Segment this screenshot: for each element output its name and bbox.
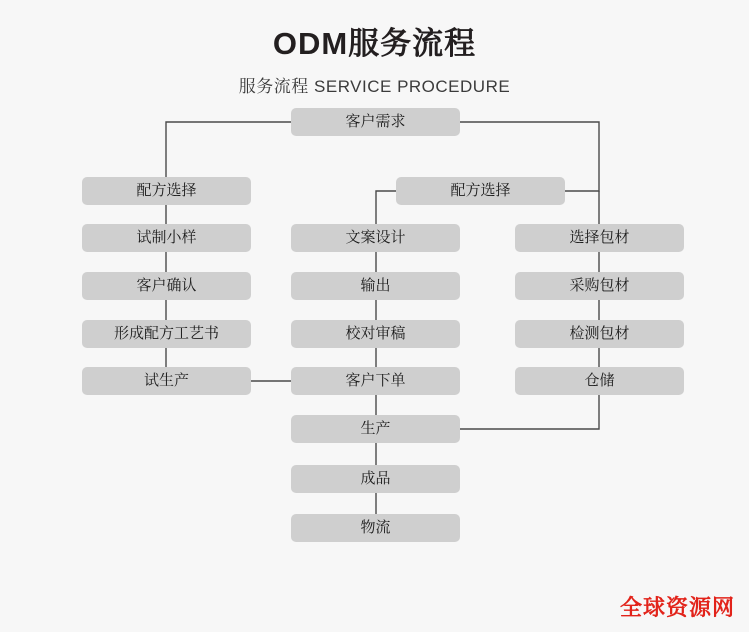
node-label: 仓储: [584, 371, 615, 389]
node-r2[interactable]: [515, 272, 684, 300]
node-label: 配方选择: [450, 181, 511, 199]
node-label: 输出: [360, 276, 391, 294]
node-c1[interactable]: [291, 224, 460, 252]
node-l2[interactable]: [82, 224, 251, 252]
node-c6[interactable]: [291, 465, 460, 493]
node-label: 检测包材: [569, 324, 630, 342]
node-label: 采购包材: [569, 276, 630, 294]
node-start[interactable]: [291, 108, 460, 136]
node-c3[interactable]: [291, 320, 460, 348]
watermark: 全球资源网: [619, 595, 735, 620]
node-l4[interactable]: [82, 320, 251, 348]
node-r1[interactable]: [515, 224, 684, 252]
node-label: 选择包材: [569, 228, 630, 246]
node-label: 形成配方工艺书: [113, 324, 219, 342]
node-l1[interactable]: [82, 177, 251, 205]
node-r4[interactable]: [515, 367, 684, 395]
node-l3[interactable]: [82, 272, 251, 300]
node-c2[interactable]: [291, 272, 460, 300]
node-label: 成品: [360, 469, 391, 487]
node-label: 校对审稿: [345, 324, 406, 342]
node-c7[interactable]: [291, 514, 460, 542]
node-r3[interactable]: [515, 320, 684, 348]
node-label: 文案设计: [345, 228, 406, 246]
node-label: 客户需求: [345, 112, 406, 130]
node-label: 客户确认: [136, 276, 197, 294]
node-l5[interactable]: [82, 367, 251, 395]
page-subtitle: 服务流程 SERVICE PROCEDURE: [238, 77, 511, 96]
node-label: 生产: [360, 419, 391, 437]
node-label: 物流: [360, 518, 391, 536]
node-label: 试制小样: [136, 228, 197, 246]
node-c4[interactable]: [291, 367, 460, 395]
page-title: ODM服务流程: [272, 26, 477, 61]
node-c5[interactable]: [291, 415, 460, 443]
node-c0[interactable]: [396, 177, 565, 205]
node-label: 客户下单: [345, 371, 406, 389]
node-label: 试生产: [143, 371, 189, 389]
node-label: 配方选择: [136, 181, 197, 199]
